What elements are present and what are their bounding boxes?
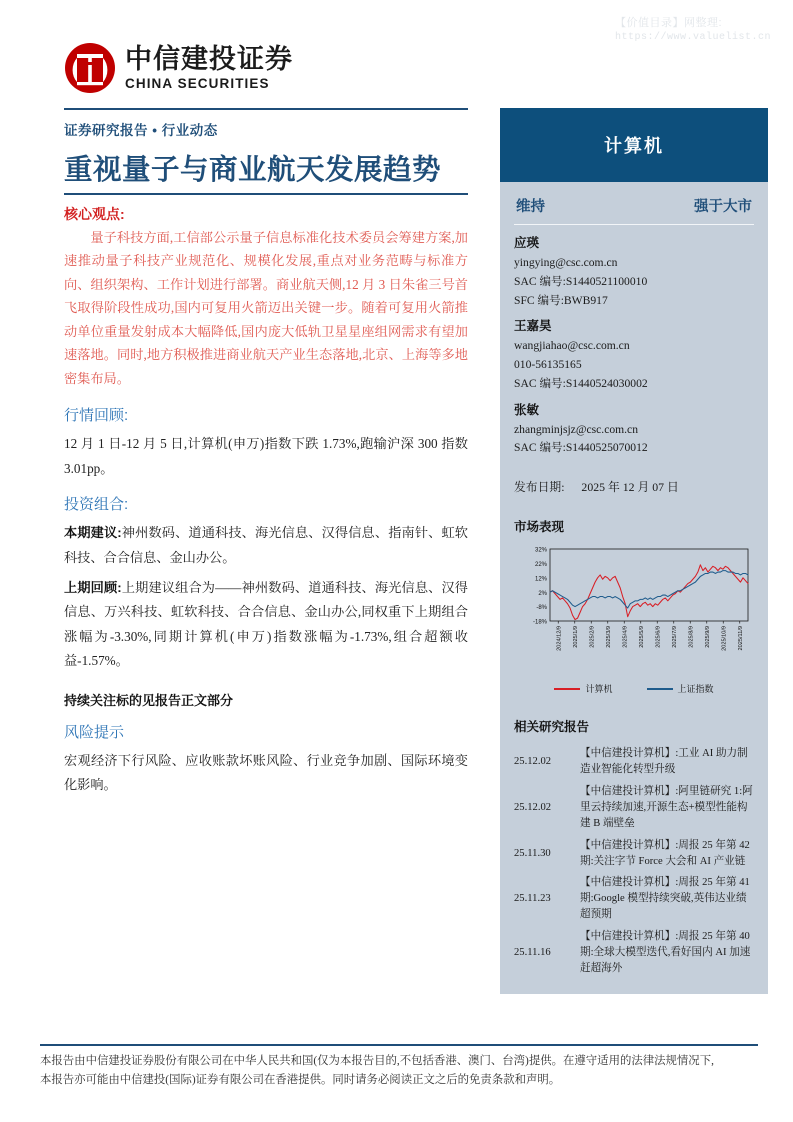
watch-note: 持续关注标的见报告正文部分: [64, 692, 234, 708]
svg-text:22%: 22%: [534, 562, 547, 569]
report-title[interactable]: 【中信建投计算机】:工业 AI 助力制造业智能化转型升级: [580, 748, 748, 776]
current-portfolio-text: 神州数码、道通科技、海光信息、汉得信息、指南针、虹软科技、合合信息、金山办公。: [64, 525, 468, 565]
watermark: [615, 16, 771, 44]
main-column: [64, 108, 468, 803]
market-review-text: 12 月 1 日-12 月 5 日,计算机(申万)指数下跌 1.73%,跑输沪深 300 指数 3.01pp。: [64, 436, 468, 476]
table-row[interactable]: [514, 872, 754, 926]
analyst-name: 张敏: [514, 402, 540, 417]
analyst-sac-code: SAC 编号:S1440521100010: [514, 274, 648, 288]
footer-disclaimer: [40, 1052, 758, 1090]
svg-text:2025/7/9: 2025/7/9: [671, 626, 678, 649]
table-row[interactable]: [514, 835, 754, 873]
table-row[interactable]: [514, 926, 754, 980]
market-performance-heading: 市场表现: [514, 520, 565, 535]
market-review-heading: 行情回顾:: [64, 407, 129, 425]
svg-text:2%: 2%: [538, 591, 547, 598]
svg-text:32%: 32%: [534, 547, 547, 554]
analyst-phone: 010-56135165: [514, 358, 582, 372]
citic-csc-logo-icon: [64, 42, 116, 94]
analyst-email[interactable]: yingying@csc.com.cn: [514, 256, 618, 269]
legend-label-sse: 上证指数: [677, 684, 714, 695]
chart-legend: [514, 682, 754, 695]
svg-text:2025/11/9: 2025/11/9: [737, 626, 744, 651]
table-row[interactable]: [514, 743, 754, 781]
analyst-list: [514, 233, 754, 458]
report-title[interactable]: 【中信建投计算机】:周报 25 年第 42 期:关注字节 Force 大会和 AI 产业链: [580, 839, 750, 867]
divider-title: [64, 193, 468, 195]
svg-text:12%: 12%: [534, 576, 547, 583]
svg-text:2025/6/9: 2025/6/9: [655, 626, 662, 649]
analyst-sfc-code: SFC 编号:BWB917: [514, 293, 608, 307]
core-view-text: 量子科技方面,工信部公示量子信息标准化技术委员会筹建方案,加速推动量子科技产业规范化、规模化发展,重点对业务范畴与标准方向、组织架构、工作计划进行部署。商业航天侧,12 月 3 日朱雀三号首飞取得阶段性成功,国内可复用火箭迈出关键一步。随着可复用火箭推动单位重量发射成本大幅降低,国内庞大低轨卫星星座组网需求有望加速落地。同时,地方积极推进商业航天产业生态落地,北京、上海等多地密集布局。: [64, 229, 468, 386]
related-reports-heading: 相关研究报告: [514, 720, 590, 735]
analyst-entry: [514, 233, 754, 310]
portfolio-heading: 投资组合:: [64, 496, 129, 514]
svg-text:-18%: -18%: [532, 619, 547, 626]
chart-svg: [514, 543, 754, 675]
brand-name-cn: 中信建投证券: [125, 43, 293, 74]
sector-name: 计算机: [604, 136, 664, 156]
divider-top: [64, 108, 468, 110]
brand-name-en: CHINA SECURITIES: [125, 76, 270, 92]
analyst-sac-code: SAC 编号:S1440524030002: [514, 376, 648, 390]
svg-text:2025/3/9: 2025/3/9: [605, 626, 612, 649]
previous-portfolio-label: 上期回顾:: [64, 579, 122, 595]
svg-text:-8%: -8%: [536, 605, 547, 612]
report-title[interactable]: 【中信建投计算机】:周报 25 年第 41 期:Google 模型持续突破,英伟达业绩超预期: [580, 877, 750, 921]
svg-text:2025/5/9: 2025/5/9: [638, 626, 645, 649]
report-title[interactable]: 【中信建投计算机】:周报 25 年第 40 期:全球大模型迭代,看好国内 AI 加速赶超海外: [580, 931, 751, 974]
core-view-heading: 核心观点:: [64, 205, 125, 222]
analyst-sac-code: SAC 编号:S1440525070012: [514, 441, 648, 455]
rating-value: 强于大市: [694, 199, 752, 215]
report-date: 25.11.16: [514, 947, 551, 959]
report-date: 25.12.02: [514, 801, 552, 813]
analyst-entry: [514, 400, 754, 459]
risk-heading: 风险提示: [64, 723, 125, 741]
report-date: 25.12.02: [514, 756, 552, 768]
analyst-email[interactable]: wangjiahao@csc.com.cn: [514, 339, 630, 353]
legend-swatch-sse: [647, 688, 673, 690]
publish-date: 2025 年 12 月 07 日: [581, 480, 679, 495]
svg-text:2025/9/9: 2025/9/9: [704, 626, 711, 649]
svg-text:2024/12/9: 2024/12/9: [556, 626, 563, 652]
legend-item-sse: [647, 682, 714, 695]
related-reports-table: [514, 743, 754, 980]
current-portfolio-label: 本期建议:: [64, 525, 122, 541]
rating-row: [514, 192, 754, 224]
footer-line-1: 本报告由中信建投证券股份有限公司在中华人民共和国(仅为本报告目的,不包括香港、澳门、台湾)提供。在遵守适用的法律法规情况下,: [40, 1055, 714, 1067]
current-portfolio: [64, 521, 468, 570]
sector-band: [500, 108, 768, 182]
page-title: 重视量子与商业航天发展趋势: [64, 154, 442, 186]
svg-text:2025/8/9: 2025/8/9: [688, 626, 695, 649]
previous-portfolio-text: 上期建议组合为——神州数码、道通科技、海光信息、汉得信息、万兴科技、虹软科技、合合信息、金山办公,同权重下上期组合涨幅为-3.30%,同期计算机(申万)指数涨幅为-1.73%,组合超额收益-1.57%。: [64, 579, 468, 669]
previous-portfolio: [64, 576, 468, 674]
analyst-name: 王嘉昊: [514, 319, 552, 334]
analyst-entry: [514, 316, 754, 393]
publish-row: [514, 478, 754, 495]
table-row[interactable]: [514, 781, 754, 835]
report-date: 25.11.23: [514, 893, 551, 905]
analyst-email[interactable]: zhangminjsjz@csc.com.cn: [514, 422, 638, 436]
footer-line-2: 本报告亦可能由中信建投(国际)证券有限公司在香港提供。同时请务必阅读正文之后的免责条款和声明。: [40, 1073, 561, 1086]
publish-label: 发布日期:: [514, 480, 565, 495]
watermark-line-2: https://www.valuelist.cn: [614, 31, 771, 43]
divider-rating: [514, 224, 754, 225]
report-date: 25.11.30: [514, 847, 551, 859]
report-title[interactable]: 【中信建投计算机】:阿里链研究 1:阿里云持续加速,开源生态+模型性能构建 B 端壁垒: [580, 786, 753, 829]
svg-text:2025/2/9: 2025/2/9: [589, 626, 596, 649]
market-performance-chart: [514, 543, 754, 695]
legend-item-computer: [554, 682, 612, 695]
svg-text:2025/10/9: 2025/10/9: [721, 626, 728, 652]
brand-logo: [64, 42, 293, 94]
legend-label-computer: 计算机: [585, 684, 613, 695]
sidebar-panel: [500, 182, 768, 994]
footer-divider: [40, 1044, 758, 1046]
analyst-name: 应瑛: [514, 236, 540, 250]
legend-swatch-computer: [554, 688, 580, 690]
report-kicker: 证券研究报告 • 行业动态: [64, 123, 218, 138]
watermark-line-1: 【价值目录】网整理:: [614, 17, 723, 29]
rating-status: 维持: [516, 199, 545, 215]
risk-text: 宏观经济下行风险、应收账款坏账风险、行业竞争加剧、国际环境变化影响。: [64, 752, 468, 793]
svg-text:2025/4/9: 2025/4/9: [622, 626, 629, 649]
sidebar: [500, 108, 768, 994]
svg-text:2025/1/9: 2025/1/9: [572, 626, 579, 649]
